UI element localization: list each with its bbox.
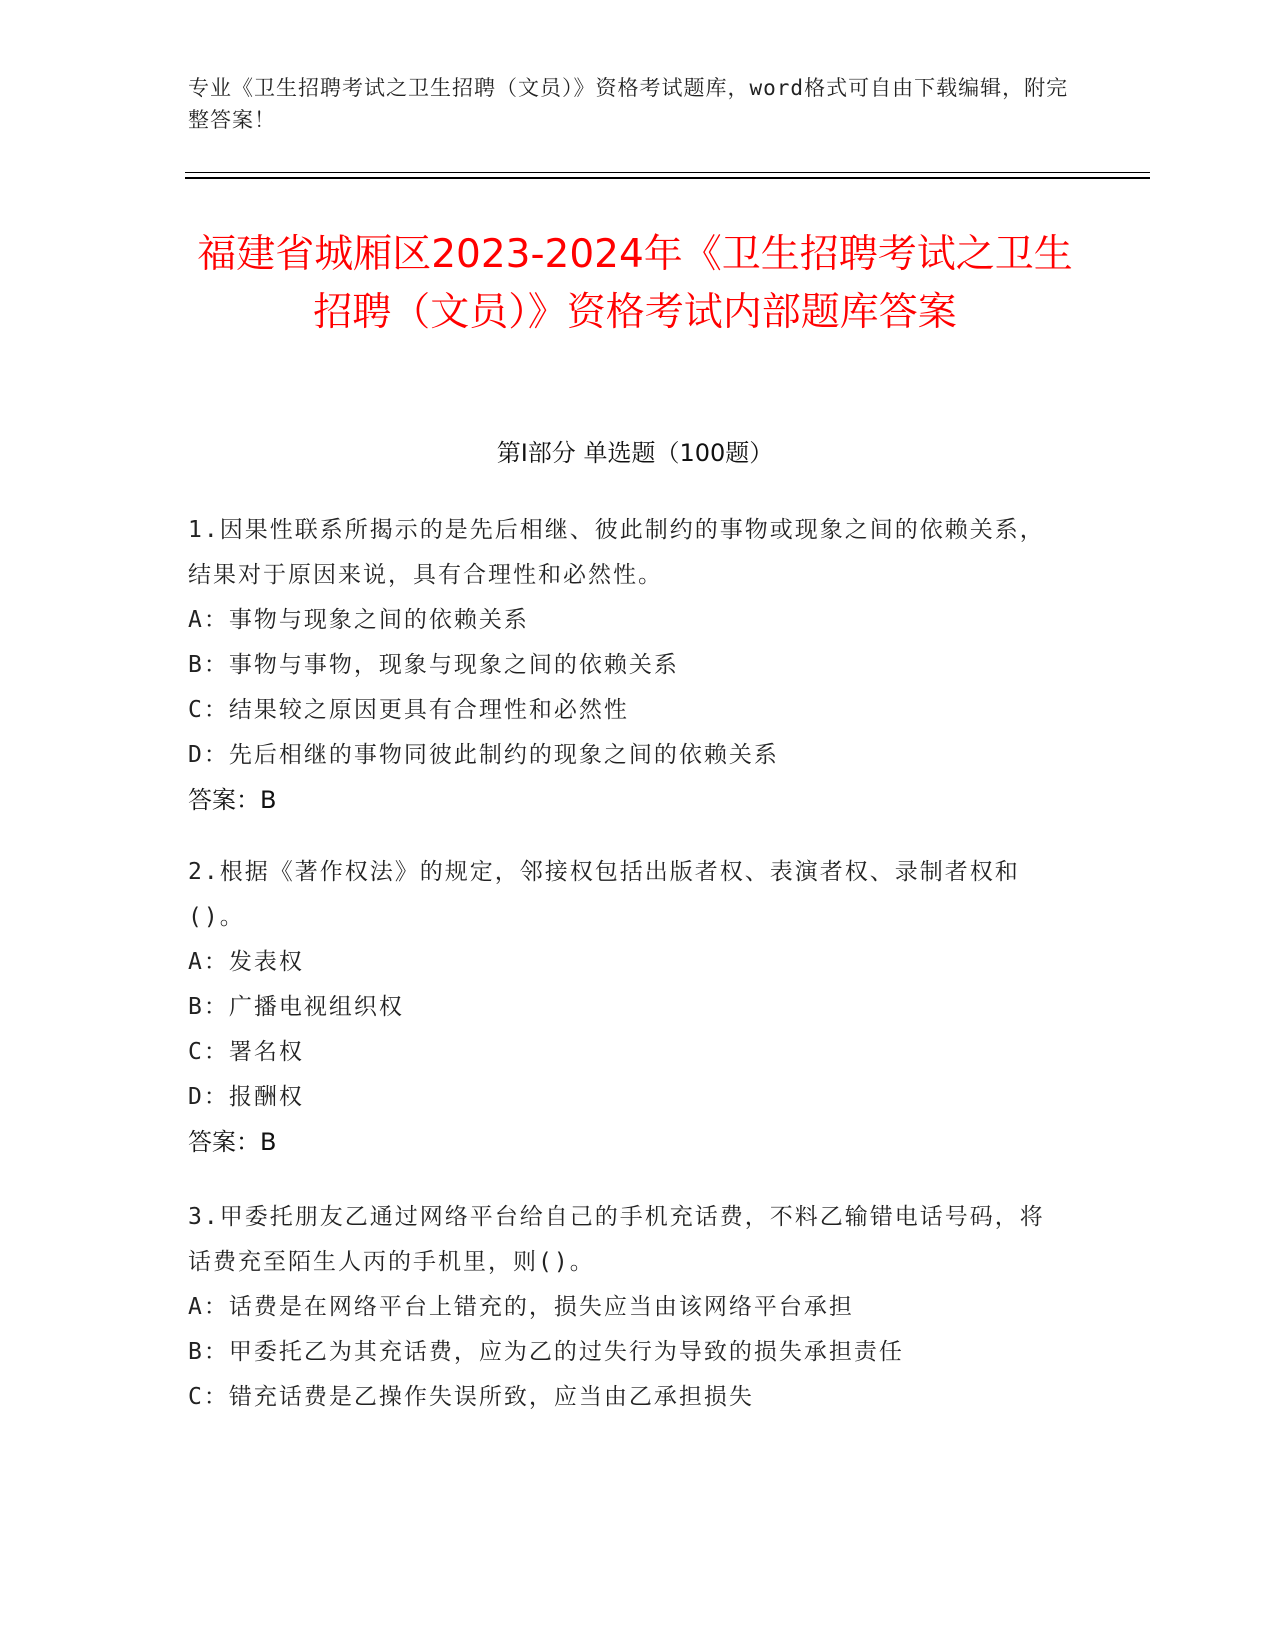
question-stem: 2.根据《著作权法》的规定，邻接权包括出版者权、表演者权、录制者权和()。 bbox=[188, 859, 1020, 930]
header-divider-thin bbox=[185, 172, 1150, 173]
option-c: C：署名权 bbox=[188, 1039, 304, 1065]
answer-line: 答案：B bbox=[188, 1128, 277, 1156]
option-b: B：广播电视组织权 bbox=[188, 994, 404, 1020]
option-a: A：事物与现象之间的依赖关系 bbox=[188, 607, 529, 633]
option-d: D：报酬权 bbox=[188, 1084, 304, 1110]
question-1 bbox=[188, 508, 1068, 823]
option-d: D：先后相继的事物同彼此制约的现象之间的依赖关系 bbox=[188, 742, 779, 768]
option-c: C：结果较之原因更具有合理性和必然性 bbox=[188, 697, 629, 723]
header-divider-thick bbox=[185, 177, 1150, 179]
document-title: 福建省城厢区2023-2024年《卫生招聘考试之卫生招聘（文员）》资格考试内部题库答案 bbox=[197, 232, 1073, 335]
option-b: B：甲委托乙为其充话费，应为乙的过失行为导致的损失承担责任 bbox=[188, 1339, 904, 1365]
section-title: 第Ⅰ部分 单选题（100题） bbox=[496, 439, 774, 467]
answer-line: 答案：B bbox=[188, 786, 277, 814]
option-a: A：话费是在网络平台上错充的，损失应当由该网络平台承担 bbox=[188, 1294, 854, 1320]
option-b: B：事物与事物，现象与现象之间的依赖关系 bbox=[188, 652, 679, 678]
question-stem: 3.甲委托朋友乙通过网络平台给自己的手机充话费，不料乙输错电话号码，将话费充至陌生人丙的手机里，则()。 bbox=[188, 1204, 1045, 1275]
option-a: A：发表权 bbox=[188, 949, 304, 975]
question-2 bbox=[188, 850, 1068, 1165]
question-stem: 1.因果性联系所揭示的是先后相继、彼此制约的事物或现象之间的依赖关系，结果对于原因来说，具有合理性和必然性。 bbox=[188, 517, 1045, 588]
option-c: C：错充话费是乙操作失误所致，应当由乙承担损失 bbox=[188, 1384, 754, 1410]
header-note: 专业《卫生招聘考试之卫生招聘（文员）》资格考试题库，word格式可自由下载编辑，附完整答案！ bbox=[188, 76, 1069, 132]
question-3 bbox=[188, 1195, 1068, 1420]
